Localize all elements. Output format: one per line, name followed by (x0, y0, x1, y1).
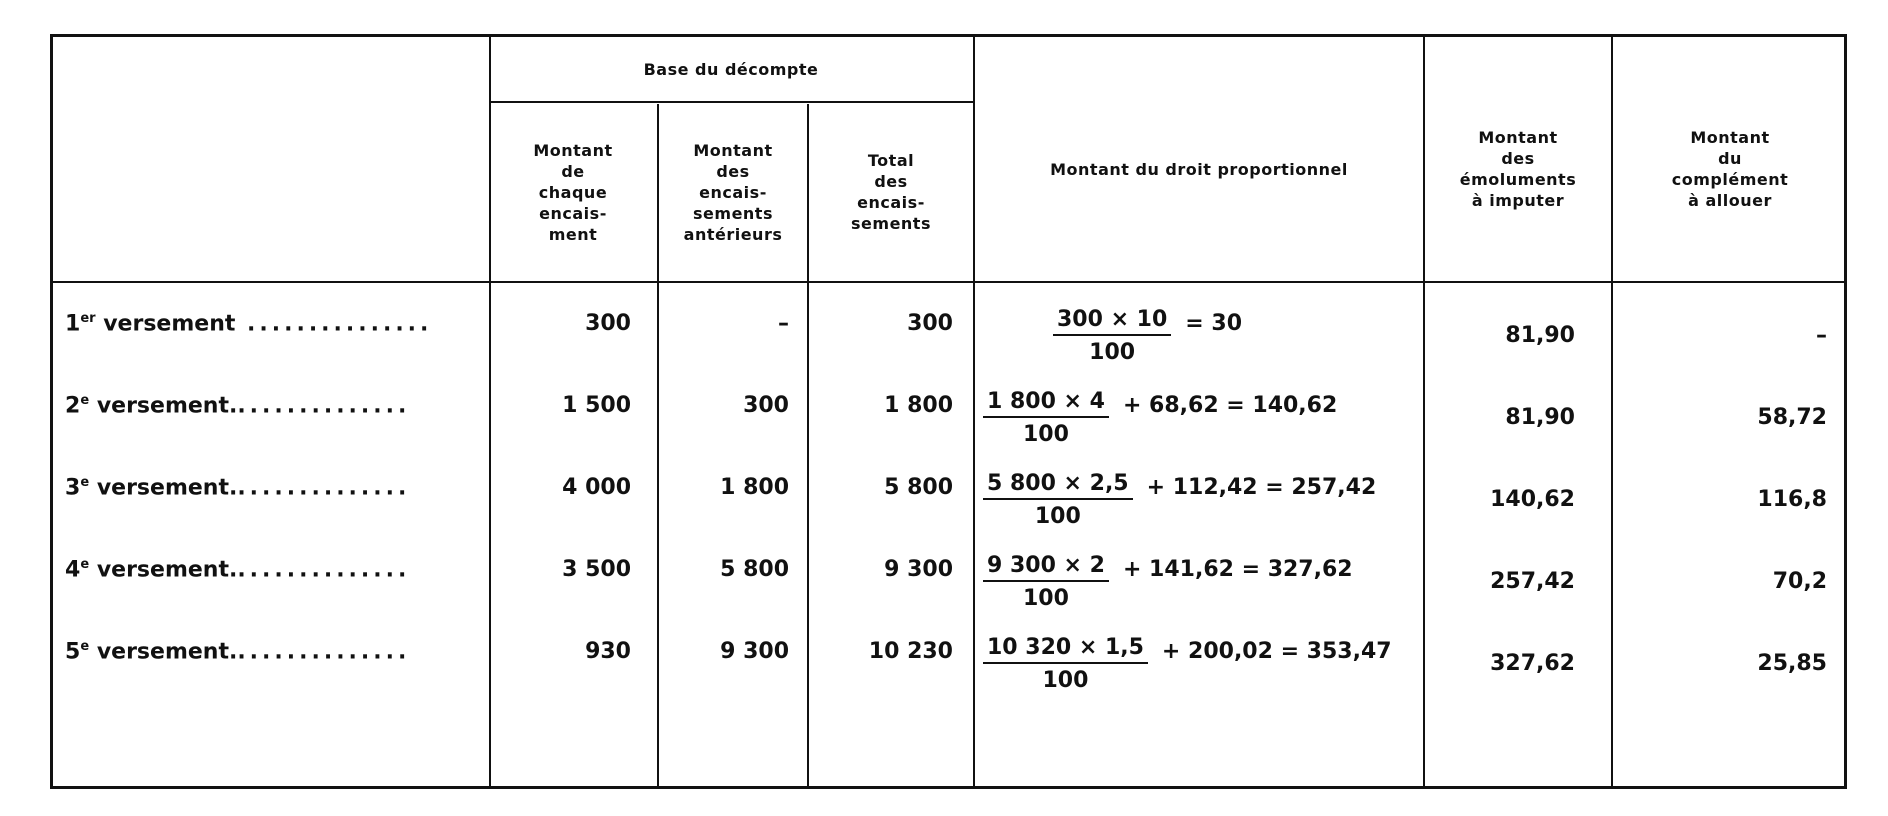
complement-cell: 25,85 (1757, 651, 1827, 676)
table-row (53, 381, 1844, 463)
droit-formula (983, 471, 1376, 529)
row-number: 2 (65, 393, 81, 419)
fraction (983, 635, 1148, 693)
montant-anterieurs-cell: – (778, 311, 789, 336)
droit-formula (1053, 307, 1242, 365)
row-label (65, 639, 495, 664)
emoluments-cell: 327,62 (1490, 651, 1575, 676)
row-label (65, 475, 495, 500)
formula-result: + 141,62 = 327,62 (1122, 556, 1353, 582)
row-label-text: versement. (96, 639, 238, 665)
montant-anterieurs-cell: 5 800 (720, 557, 789, 582)
table-row (53, 463, 1844, 545)
header-bottom-rule (53, 281, 1844, 283)
formula-result: = 30 (1185, 310, 1243, 336)
montant-anterieurs-cell: 300 (743, 393, 789, 418)
header-complement: Montant du complément à allouer (1671, 128, 1789, 210)
total-cell: 10 230 (868, 639, 953, 664)
row-label-text: versement. (96, 393, 238, 419)
fraction (983, 471, 1133, 529)
montant-anterieurs-cell: 9 300 (720, 639, 789, 664)
leader-dots: .............. (237, 475, 411, 501)
table-row (53, 299, 1844, 381)
montant-chaque-cell: 4 000 (562, 475, 631, 500)
header-montant-anterieurs: Montant des encais- sements antérieurs (683, 140, 783, 244)
row-ordinal-suffix: e (80, 393, 90, 408)
formula-result: + 68,62 = 140,62 (1122, 392, 1338, 418)
leader-dots: .............. (237, 557, 411, 583)
emoluments-cell: 81,90 (1505, 323, 1575, 348)
montant-chaque-cell: 3 500 (562, 557, 631, 582)
total-cell: 300 (907, 311, 953, 336)
droit-formula (983, 635, 1392, 693)
fraction-denominator: 100 (1034, 504, 1081, 529)
fraction-numerator: 1 800 × 4 (983, 389, 1109, 418)
leader-dots: ............... (235, 311, 433, 337)
row-label (65, 393, 495, 418)
fraction (983, 389, 1109, 447)
row-number: 5 (65, 639, 81, 665)
row-ordinal-suffix: e (80, 639, 90, 654)
row-label-text: versement (103, 311, 236, 337)
decompte-table (50, 34, 1847, 789)
row-number: 3 (65, 475, 81, 501)
row-label (65, 557, 495, 582)
row-label (65, 311, 495, 336)
header-montant-chaque: Montant de chaque encais- ment (533, 140, 613, 244)
complement-cell: 116,8 (1757, 487, 1827, 512)
header-droit-proportionnel: Montant du droit proportionnel (1050, 159, 1348, 179)
montant-chaque-cell: 300 (585, 311, 631, 336)
formula-result: + 200,02 = 353,47 (1161, 638, 1392, 664)
montant-chaque-cell: 1 500 (562, 393, 631, 418)
montant-anterieurs-cell: 1 800 (720, 475, 789, 500)
fraction-numerator: 9 300 × 2 (983, 553, 1109, 582)
header-emoluments: Montant des émoluments à imputer (1459, 128, 1577, 210)
row-number: 1 (65, 311, 81, 337)
leader-dots: .............. (237, 393, 411, 419)
header-total: Total des encais- sements (851, 151, 931, 233)
row-ordinal-suffix: er (80, 311, 96, 326)
fraction-numerator: 10 320 × 1,5 (983, 635, 1148, 664)
row-label-text: versement. (96, 475, 238, 501)
total-cell: 5 800 (884, 475, 953, 500)
montant-chaque-cell: 930 (585, 639, 631, 664)
fraction-denominator: 100 (1089, 340, 1136, 365)
emoluments-cell: 257,42 (1490, 569, 1575, 594)
emoluments-cell: 140,62 (1490, 487, 1575, 512)
complement-cell: 58,72 (1757, 405, 1827, 430)
formula-result: + 112,42 = 257,42 (1146, 474, 1377, 500)
total-cell: 9 300 (884, 557, 953, 582)
complement-cell: – (1816, 323, 1827, 348)
header-base-decompte: Base du décompte (643, 59, 819, 79)
row-ordinal-suffix: e (80, 557, 90, 572)
fraction-denominator: 100 (1042, 668, 1089, 693)
row-number: 4 (65, 557, 81, 583)
fraction (983, 553, 1109, 611)
fraction-denominator: 100 (1023, 586, 1069, 611)
leader-dots: .............. (237, 639, 411, 665)
row-ordinal-suffix: e (80, 475, 90, 490)
emoluments-cell: 81,90 (1505, 405, 1575, 430)
droit-formula (983, 553, 1353, 611)
fraction-numerator: 5 800 × 2,5 (983, 471, 1133, 500)
table-row (53, 545, 1844, 627)
table-row (53, 627, 1844, 709)
fraction (1053, 307, 1171, 365)
droit-formula (983, 389, 1337, 447)
row-label-text: versement. (96, 557, 238, 583)
complement-cell: 70,2 (1772, 569, 1827, 594)
fraction-denominator: 100 (1023, 422, 1069, 447)
fraction-numerator: 300 × 10 (1053, 307, 1171, 336)
total-cell: 1 800 (884, 393, 953, 418)
